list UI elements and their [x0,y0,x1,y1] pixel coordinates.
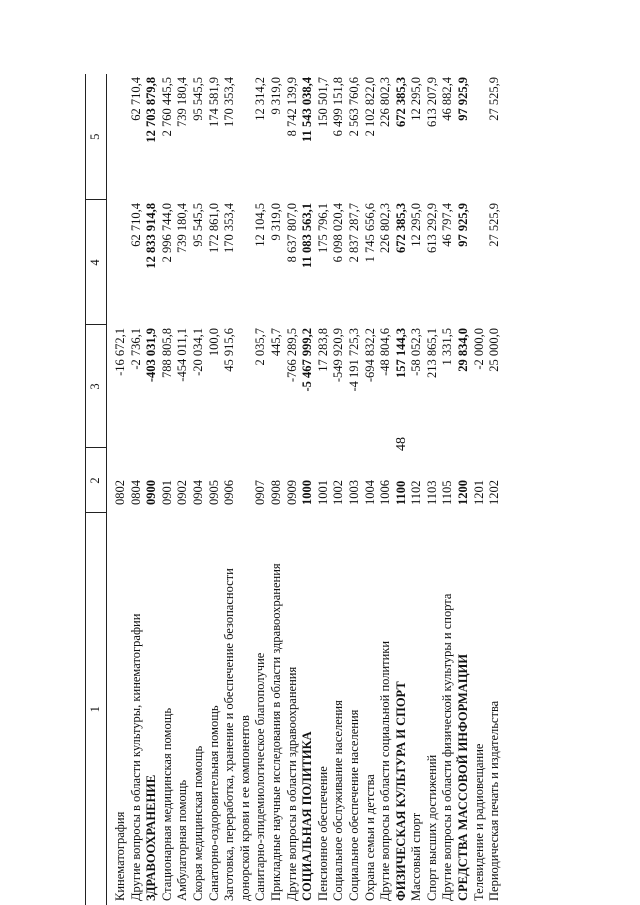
row-code: 0804 [128,480,143,505]
header-row [86,74,107,905]
row-value-col3: 2 035,7 [253,328,268,366]
row-value-col3: -2 736,1 [128,328,143,370]
table-container [85,74,565,905]
column-header-4: 4 [86,200,107,325]
row-code: 1201 [471,480,486,505]
row-code: 1003 [346,480,361,505]
row-value-col3: -549 920,9 [331,328,346,383]
row-value-col5: 62 710,4 [128,77,143,121]
row-value-col3: -2 000,0 [471,328,486,370]
row-value-col4: 12 295,0 [409,203,424,247]
table-row [347,74,363,905]
row-value-col4: 62 710,4 [128,203,143,247]
table-row [253,74,269,905]
row-value-col3: 788 805,8 [159,328,174,378]
table-row [472,74,488,905]
table-row [107,74,129,905]
table-row [487,74,503,905]
row-value-col4: 672 385,3 [393,203,408,253]
row-value-col3: -694 832,2 [362,328,377,383]
row-value-col5 [107,74,129,200]
row-code: 0900 [144,480,159,505]
table-row [160,74,176,905]
table-row [207,74,223,905]
row-value-col4: 226 802,3 [378,203,393,253]
row-name: Прикладные научные исследования в области здравоохранения [268,563,283,901]
table-header [86,74,107,905]
row-value-col4: 172 861,0 [206,203,221,253]
row-value-col4: 170 353,4 [222,203,237,253]
row-name: Социальное обеспечение населения [346,709,361,901]
row-name: Телевидение и радиовещание [471,743,486,901]
row-name: Другие вопросы в области социальной политики [378,640,393,901]
row-value-col5: 27 525,9 [487,77,502,121]
row-value-col3: -4 191 725,3 [346,328,361,392]
row-name: Амбулаторная помощь [175,779,190,901]
table-row [456,74,472,905]
row-value-col4: 175 796,1 [315,203,330,253]
row-value-col5: 9 319,0 [268,77,283,115]
row-code: 1002 [331,480,346,505]
row-value-col3: -454 011,1 [175,328,190,382]
row-value-col3: -5 467 999,2 [300,328,315,392]
row-value-col4: 46 797,4 [440,203,455,247]
row-code: 1000 [300,480,315,505]
row-value-col5: 12 314,2 [253,77,268,121]
row-value-col4: 1 745 656,6 [362,203,377,263]
table-row [378,74,394,905]
row-name: Охрана семьи и детства [362,774,377,901]
table-row [269,74,285,905]
column-header-1: 1 [86,513,107,905]
row-value-col3: 45 915,6 [222,328,237,372]
row-value-col4: 95 545,5 [190,203,205,247]
row-value-col4: 6 098 020,4 [331,203,346,263]
row-value-col5: 6 499 151,8 [331,77,346,137]
row-name: Пенсионное обеспечение [315,766,330,901]
row-value-col5: 2 102 822,0 [362,77,377,137]
row-value-col5: 174 581,9 [206,77,221,127]
row-name: Социальное обслуживание населения [331,700,346,901]
row-name: Санитарно-эпидемиологическое благополучие [253,652,268,901]
row-value-col5: 12 295,0 [409,77,424,121]
row-name: Стационарная медицинская помощь [159,707,174,901]
row-code: 1200 [456,480,471,505]
row-value-col5: 613 207,9 [424,77,439,127]
table-row [300,74,316,905]
row-code: 1103 [424,480,439,505]
row-value-col3: 17 283,8 [315,328,330,372]
row-name: Спорт высших достижений [424,754,439,901]
row-value-col5: 739 180,4 [175,77,190,127]
row-code: 0906 [222,480,237,505]
row-value-col5: 8 742 139,9 [284,77,299,137]
row-value-col3: -766 289,5 [284,328,299,383]
row-value-col3: 1 331,5 [440,328,455,366]
row-code: 1202 [487,480,502,505]
row-name: ФИЗИЧЕСКАЯ КУЛЬТУРА И СПОРТ [393,681,408,901]
row-value-col5: 226 802,3 [378,77,393,127]
row-value-col4: 8 637 807,0 [284,203,299,263]
row-name: СРЕДСТВА МАССОВОЙ ИНФОРМАЦИИ [456,653,471,901]
budget-table [85,74,503,905]
row-value-col5: 95 545,5 [190,77,205,121]
row-code: 1105 [440,480,455,505]
table-row [394,74,410,905]
table-body [107,74,503,905]
row-value-col5: 672 385,3 [393,77,408,127]
table-row [440,74,456,905]
table-row [363,74,379,905]
column-header-5: 5 [86,74,107,200]
row-value-col4: 613 292,9 [424,203,439,253]
row-code: 1004 [362,480,377,505]
column-header-2: 2 [86,448,107,513]
row-value-col5: 170 353,4 [222,77,237,127]
row-name: Заготовка, переработка, хранение и обеспечение безопасности донорской крови и ее компонентов [222,568,252,901]
row-value-col3: 445,7 [268,328,283,357]
page-number: 48 [394,437,409,451]
column-header-3: 3 [86,325,107,448]
row-code: 0909 [284,480,299,505]
row-code: 0908 [268,480,283,505]
row-code: 1100 [393,480,408,505]
row-value-col5: 2 563 760,6 [346,77,361,137]
row-value-col4: 739 180,4 [175,203,190,253]
row-code: 1102 [409,480,424,505]
table-row [316,74,332,905]
table-row [222,74,253,905]
row-value-col3: -48 804,6 [378,328,393,376]
row-value-col4 [107,200,129,325]
row-value-col4: 2 837 287,7 [346,203,361,263]
table-row [425,74,441,905]
row-value-col3: -58 052,3 [409,328,424,376]
row-value-col5 [472,74,488,200]
row-value-col5: 150 501,7 [315,77,330,127]
row-value-col5: 97 925,9 [456,77,471,121]
row-name: Массовый спорт [409,812,424,901]
row-code: 0905 [206,480,221,505]
row-name: Скорая медицинская помощь [190,745,205,901]
row-name: Периодическая печать и издательства [487,700,502,901]
row-code: 1001 [315,480,330,505]
row-code: 0907 [253,480,268,505]
row-name: Другие вопросы в области культуры, кинематографии [128,613,143,901]
table-row [175,74,191,905]
row-value-col4: 97 925,9 [456,203,471,247]
row-code: 0802 [113,480,127,505]
row-value-col3: -403 031,9 [144,328,159,383]
row-value-col4: 9 319,0 [268,203,283,241]
row-code: 0901 [159,480,174,505]
row-code: 0904 [190,480,205,505]
row-value-col4: 2 996 744,0 [159,203,174,263]
table-row [129,74,145,905]
row-value-col4: 12 104,5 [253,203,268,247]
row-name: ЗДРАВООХРАНЕНИЕ [144,774,159,901]
table-row [191,74,207,905]
table-row [409,74,425,905]
rotated-table-area [85,74,640,901]
row-name: СОЦИАЛЬНАЯ ПОЛИТИКА [300,731,315,901]
row-value-col4: 27 525,9 [487,203,502,247]
row-value-col5: 2 760 445,5 [159,77,174,137]
row-code: 0902 [175,480,190,505]
table-row [144,74,160,905]
row-name: Санаторно-оздоровительная помощь [206,705,221,901]
row-name: Другие вопросы в области здравоохранения [284,666,299,901]
row-name: Другие вопросы в области физической культуры и спорта [440,593,455,901]
table-row [285,74,301,905]
row-value-col5: 11 543 038,4 [300,77,315,142]
row-value-col3: 29 834,0 [456,328,471,372]
row-value-col4 [472,200,488,325]
row-value-col3: 100,0 [206,328,221,357]
row-value-col3: 213 865,1 [424,328,439,378]
row-name: Кинематография [113,811,127,901]
row-value-col3: -16 672,1 [113,328,127,376]
row-value-col5: 46 882,4 [440,77,455,121]
row-code: 1006 [378,480,393,505]
row-value-col3: 25 000,0 [487,328,502,372]
row-value-col3: 157 144,3 [393,328,408,378]
row-value-col5: 12 703 879,8 [144,77,159,143]
row-value-col3: -20 034,1 [190,328,205,376]
row-value-col4: 11 083 563,1 [300,203,315,268]
row-value-col4: 12 833 914,8 [144,203,159,269]
table-row [331,74,347,905]
